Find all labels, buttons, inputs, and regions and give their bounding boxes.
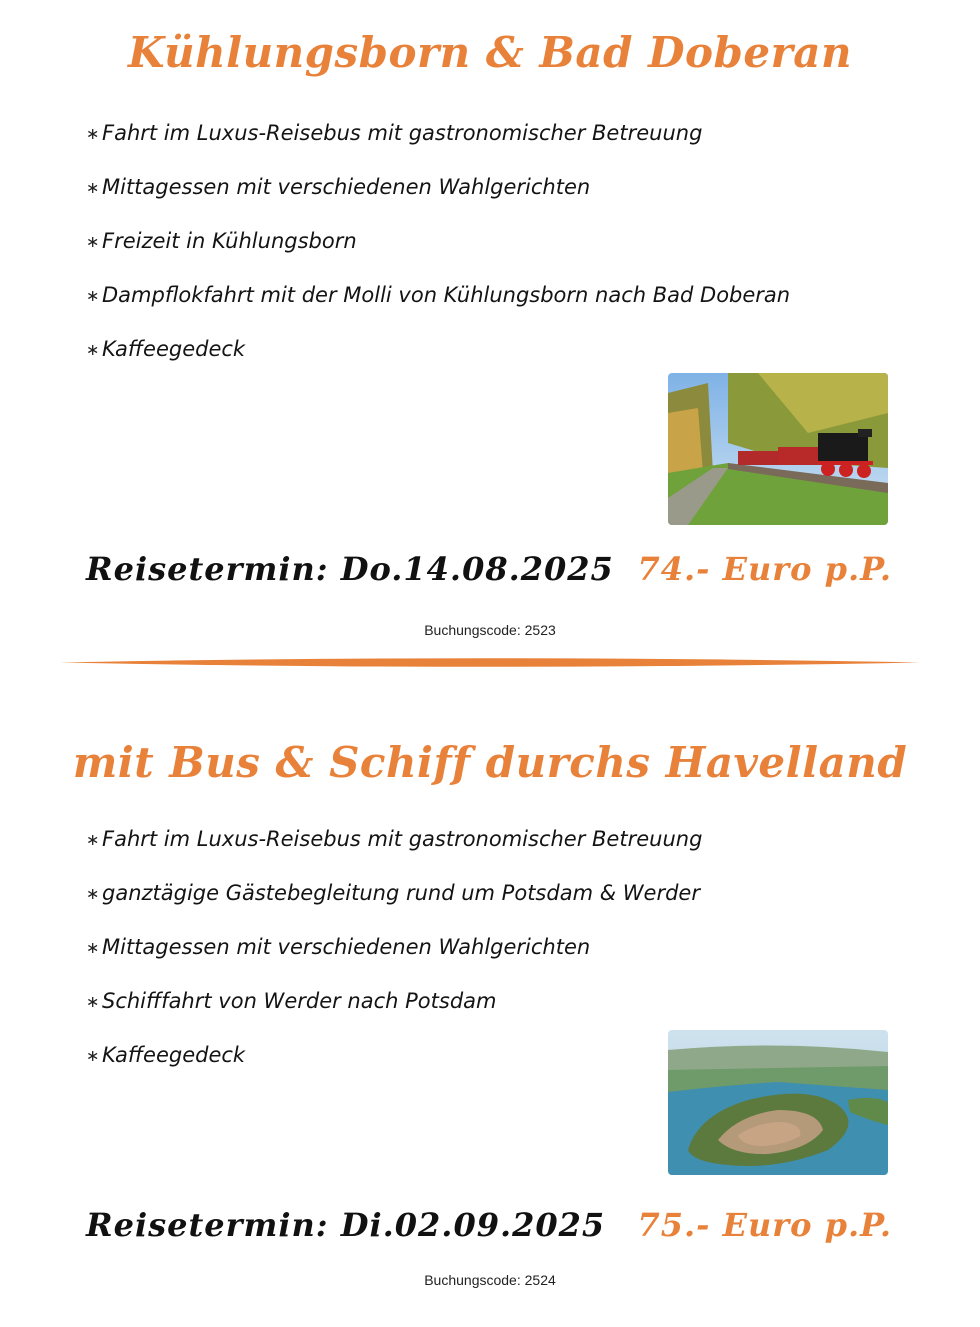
trip-1-title: Kühlungsborn & Bad Doberan <box>127 28 852 77</box>
list-item: ∗ Kaffeegedeck <box>86 1040 702 1094</box>
trip-2-price: 75.- Euro p.P. <box>637 1206 892 1244</box>
steam-train-illustration <box>668 373 888 525</box>
asterisk-icon: ∗ <box>86 992 100 1011</box>
trip-2-booking-code: Buchungscode: 2524 <box>424 1272 556 1288</box>
aerial-island-illustration <box>668 1030 888 1175</box>
asterisk-icon: ∗ <box>86 124 100 143</box>
trip-1-booking-code: Buchungscode: 2523 <box>424 622 556 638</box>
asterisk-icon: ∗ <box>86 938 100 957</box>
asterisk-icon: ∗ <box>86 178 100 197</box>
steam-train-photo <box>668 373 888 525</box>
asterisk-icon: ∗ <box>86 1046 100 1065</box>
list-item: ∗ Fahrt im Luxus-Reisebus mit gastronomischer Betreuung <box>86 824 702 878</box>
trip-1-bullet-list <box>86 118 790 388</box>
list-item: ∗ Fahrt im Luxus-Reisebus mit gastronomischer Betreuung <box>86 118 790 172</box>
asterisk-icon: ∗ <box>86 232 100 251</box>
trip-2-title: mit Bus & Schiff durchs Havelland <box>72 738 908 787</box>
trip-1-price: 74.- Euro p.P. <box>637 550 892 588</box>
orange-divider <box>60 656 920 669</box>
trip-2-date: Reisetermin: Di.02.09.2025 <box>86 1206 606 1244</box>
list-item: ∗ Dampflokfahrt mit der Molli von Kühlungsborn nach Bad Doberan <box>86 280 790 334</box>
asterisk-icon: ∗ <box>86 286 100 305</box>
list-item: ∗ Kaffeegedeck <box>86 334 790 388</box>
aerial-island-town-photo <box>668 1030 888 1175</box>
list-item: ∗ ganztägige Gästebegleitung rund um Potsdam & Werder <box>86 878 702 932</box>
list-item: ∗ Mittagessen mit verschiedenen Wahlgerichten <box>86 172 790 226</box>
asterisk-icon: ∗ <box>86 830 100 849</box>
trip-1-date: Reisetermin: Do.14.08.2025 <box>86 550 614 588</box>
asterisk-icon: ∗ <box>86 884 100 903</box>
asterisk-icon: ∗ <box>86 340 100 359</box>
list-item: ∗ Schifffahrt von Werder nach Potsdam <box>86 986 702 1040</box>
list-item: ∗ Mittagessen mit verschiedenen Wahlgerichten <box>86 932 702 986</box>
list-item: ∗ Freizeit in Kühlungsborn <box>86 226 790 280</box>
trip-2-bullet-list <box>86 824 702 1094</box>
